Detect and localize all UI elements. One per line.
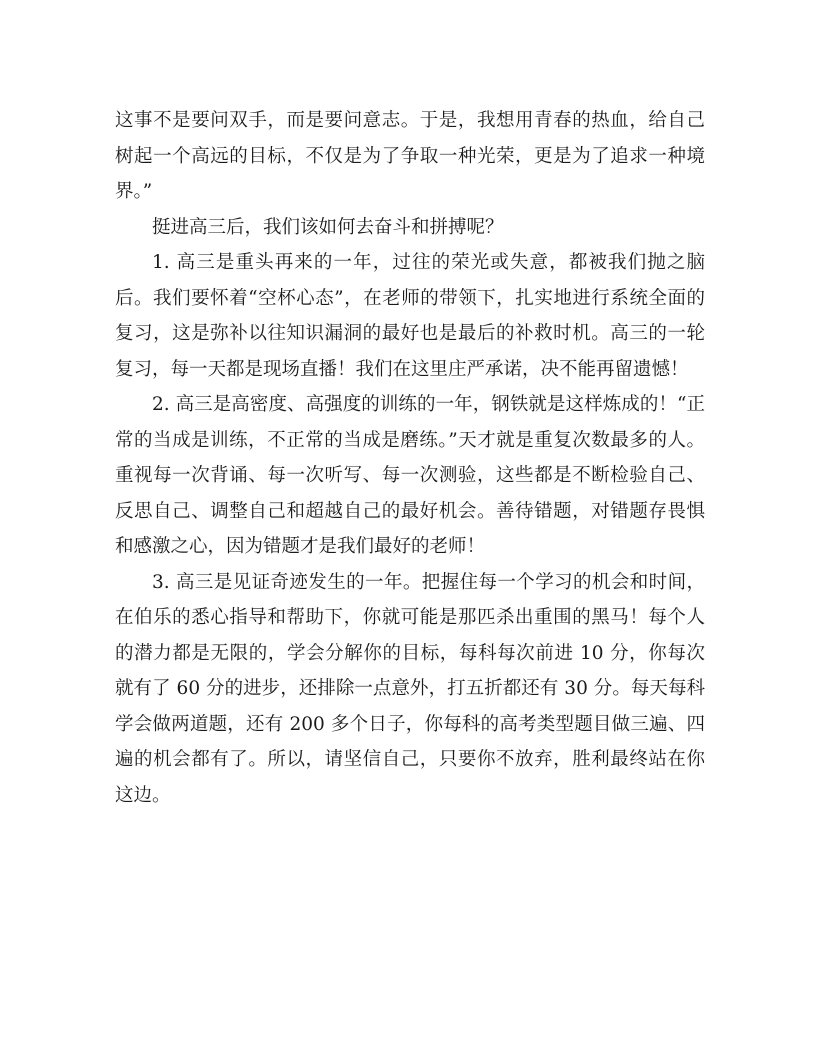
paragraph-point-1: 1. 高三是重头再来的一年，过往的荣光或失意，都被我们抛之脑后。我们要怀着“空杯心态”，在老师的带领下，扎实地进行系统全面的复习，这是弥补以往知识漏洞的最好也是最后的补救时机。高三的一轮复习，每一天都是现场直播！我们在这里庄严承诺，决不能再留遗憾！ xyxy=(115,252,705,380)
paragraph-question: 挺进高三后，我们该如何去奋斗和拼搏呢？ xyxy=(152,216,504,238)
paragraph-continuation: 这事不是要问双手，而是要问意志。于是，我想用青春的热血，给自己树起一个高远的目标，不仅是为了争取一种光荣，更是为了追求一种境界。” xyxy=(115,110,705,202)
paragraph-point-3: 3. 高三是见证奇迹发生的一年。把握住每一个学习的机会和时间，在伯乐的悉心指导和帮助下，你就可能是那匹杀出重围的黑马！每个人的潜力都是无限的，学会分解你的目标，每科每次前进 10 分，你每次就有了 60 分的进步，还排除一点意外，打五折都还有 30 分。每天每科学会做两道题，还有 200 多个日子，你每科的高考类型题目做三遍、四遍的机会都有了。所以，请坚信自己，只要你不放弃，胜利最终站在你这边。 xyxy=(115,571,705,806)
document-body xyxy=(115,103,705,813)
paragraph-point-2: 2. 高三是高密度、高强度的训练的一年，钢铁就是这样炼成的！“正常的当成是训练，不正常的当成是磨练。”天才就是重复次数最多的人。重视每一次背诵、每一次听写、每一次测验，这些都是不断检验自己、反思自己、调整自己和超越自己的最好机会。善待错题，对错题存畏惧和感激之心，因为错题才是我们最好的老师！ xyxy=(115,394,705,557)
